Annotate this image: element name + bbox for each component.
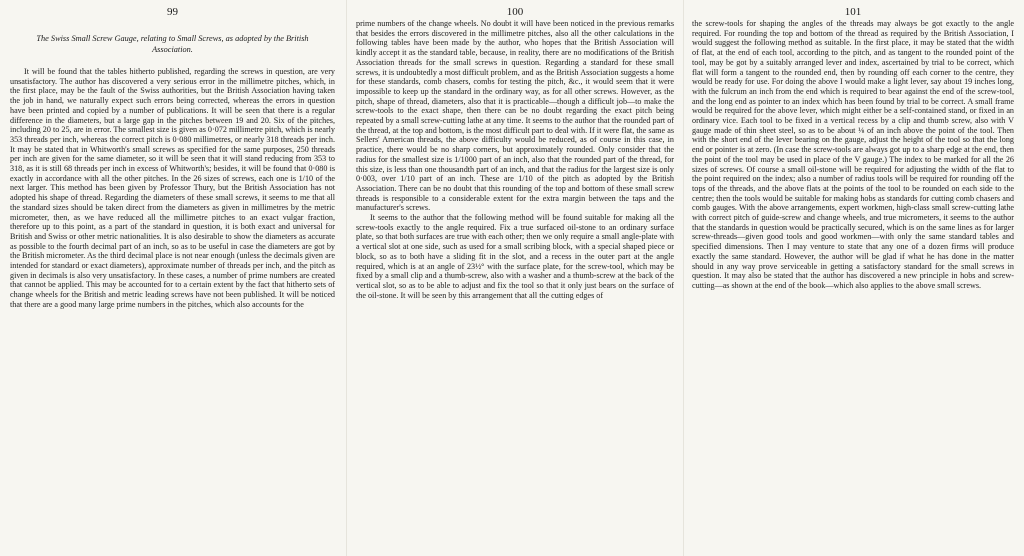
- page-101: [686, 0, 1024, 556]
- page-body: [10, 67, 335, 310]
- paragraph: prime numbers of the change wheels. No doubt it will have been noticed in the previous remarks that besides the errors discovered in the millimetre pitches, also all the other calculations in the following tables have been made by the author, who hopes that the British Association will kindly accept it as the standard table, because, in reality, there are no modifications of the British Association threads for the small screws in question. Regarding a standard for these small screws, it is undoubtedly a most difficult problem, and as the British Association suggests a home for these standards, comb chasers, combs for testing the pitch, &c., it would seem that it were impossible to keep up the standard in the ordinary way, as for all other screws. However, as the pitch, shape of thread, diameters, also that it is practicable—though a difficult job—to make the screw-tools to the exact shape, then there can be no doubt regarding the exact pitch being repeated by a small screw-cutting lathe at any time. It seems to the author that the rounded part of the thread, at the top and bottom, is the most difficult part to deal with. If it were flat, the same as Sellers' American threads, the above difficulty would be reduced, as of course in this case, in practice, there would be no sharp corners, but approximately rounded. Only consider that the radius for the smallest size is 1/1000 part of an inch, also that the rounded part of the thread, for this size, is less than one thousandth part of an inch, and that the radius for the largest size is only 0·003, over 1/10 part of an inch. These are 1/10 of the pitch as adopted by the British Association. There can be no doubt that this rounding of the top and bottom of these small screw threads is responsible to a considerable extent for the extra margin between the taps and the manufacturer's screws.: [356, 19, 674, 213]
- gutter-divider: [683, 0, 684, 556]
- page-number: 101: [844, 6, 862, 18]
- page-99: [0, 0, 343, 556]
- paragraph: It will be found that the tables hitherto published, regarding the screws in question, are very unsatisfactory. The author has discovered a very serious error in the millimetre pitches, which, in the first place, may be the fault of the Swiss authorities, but the British Association having taken the job in hand, we naturally expect such errors being corrected, whereas the errors in question have been printed and copied by a number of publications. It will be seen that there is a regular difference in the diameters, but a large gap in the pitches between 19 and 20. Six of the pitches, including 20 to 25, are in error. The smallest size is given as 0·072 millimetre pitch, which is nearly 353 threads per inch, whereas the correct pitch is 0·080 millimetres, or nearly 318 threads per inch. It may be stated that in Whitworth's small screws as specified for the same purposes, 250 threads per inch are given for the same diameter, so it will be seen that it will stand reducing from 353 to 318, as it is still 68 threads per inch in excess of Whitworth's; besides, it will be found that 0·080 is exactly in accordance with all the other pitches. In the 26 sizes of screws, each one is 1/10 of the next larger. This method has been given by Professor Thury, but the British Association has not adopted his shape of thread. Regarding the diameters of these small screws, it seems to me that all the standard sizes should be taken direct from the diameters as given in millimetres by the metric micrometer, then, as we have reduced all the millimetre pitches to an exact vulgar fraction, therefore up to this point, as a part of the standard in question, it is both exact and universal for British and Swiss or other metric nationalities. It is also desirable to show the diameters as accurate as possible to the fourth decimal part of an inch, so as to be useful in case the diameters are got by the British micrometer. As the third decimal place is not near enough (unless the decimals given are intended for standard or exact diameters), approximate number of threads per inch, and the pitch as given in decimals is also very unsatisfactory. In these cases, a number of prime numbers are created that cannot be applied. This may be accounted for to a certain extent by the fact that hitherto sets of change wheels for the British and metric leading screws have not been published. It will be noticed that there are a good many large prime numbers in the pitches, which also accounts for the: [10, 67, 335, 309]
- gutter-divider: [346, 0, 347, 556]
- page-body: [356, 19, 674, 300]
- section-title: The Swiss Small Screw Gauge, relating to Small Screws, as adopted by the British Association.: [36, 34, 309, 54]
- page-number: 100: [506, 6, 524, 18]
- page-body: [692, 19, 1014, 291]
- paragraph: the screw-tools for shaping the angles of the threads may always be got exactly to the angle required. For rounding the top and bottom of the thread as required by the British Association, I would suggest the following method as suitable. In the first place, it may be stated that the width of flat, at the end of each tool, according to the pitch, and as tangent to the rounded point of the tool, may be got by a suitably arranged lever and index, ascertained by trial to be correct, which flat will form a tangent to the rounded end, then by rounding off each corner to the centre, they would be ready for use. For doing the above I would make a light lever, say about 19 inches long, with the fulcrum an inch from the end which is required to bear against the end of the screw-tool, and the long end as pointer to an index which has been found by trial to be correct. A small frame would be required for the above lever, which might either be a self-contained stand, or fixed in an ordinary vice. Each tool to be fixed in a vertical recess by a clip and thumb screw, also with V gauge made of thin sheet steel, so as to be about ⅛ of an inch above the point of the tool. Then with the short end of the lever bearing on the gauge, adjust the height of the tool so that the long end or pointer is at zero. (In case the screw-tools are always got up to a sharp edge at the end, then the point of the tool may be used in place of the V gauge.) The index to be marked for all the 26 sizes of screws. Of course a small oil-stone will be required for adjusting the width of the flat to the point required on the index; also a number of radius tools will be required for rounding off the tops of the threads, and the above flats at the points of the tool to be rounded on each side to the centre; then the tools would be suitable for making hobs as standards for cutting comb chasers and comb gauges. With the above arrangements, expert workmen, high-class small screw-cutting lathe with correct pitch of guide-screw and change wheels, and true micrometers, it seems to the author that the standards in question would be practically secured, which is on the same lines as for larger screw-threads—given good tools and good workmen—with only the same standard tables and specified dimensions. Then I may venture to state that any one of a dozen firms will produce exactly the same standard. However, the author will be glad if what he has done in the matter should in any way prove serviceable in getting a satisfactory standard for the small screws in question. It may also be stated that the author has discovered a new principle in hobs and screw-cutting—as shown at the end of the book—which also applies to the above small screws.: [692, 19, 1014, 290]
- paragraph: It seems to the author that the following method will be found suitable for making all the screw-tools exactly to the angle required. Fix a true surfaced oil-stone to an ordinary surface plate, so that both surfaces are true with each other; then we only require a small angle-plate with a vertical slot at one side, such as used for a small scribing block, with a special shaped piece or block, so as to both have a sliding fit in the slot, and a recess in the outer part at the angle required, which is at an angle of 23½° with the surface plate, for the screw-tool, which may be fixed by a small clip and a thumb-screw, also with a washer and a thumb-screw at the back of the vertical slot, so as to be able to adjust and fix the tool so that it only just bears on the surface of the oil-stone. It will be seen by this arrangement that all the cutting edges of: [356, 213, 674, 300]
- page-number: 99: [167, 6, 178, 18]
- page-100: [350, 0, 680, 556]
